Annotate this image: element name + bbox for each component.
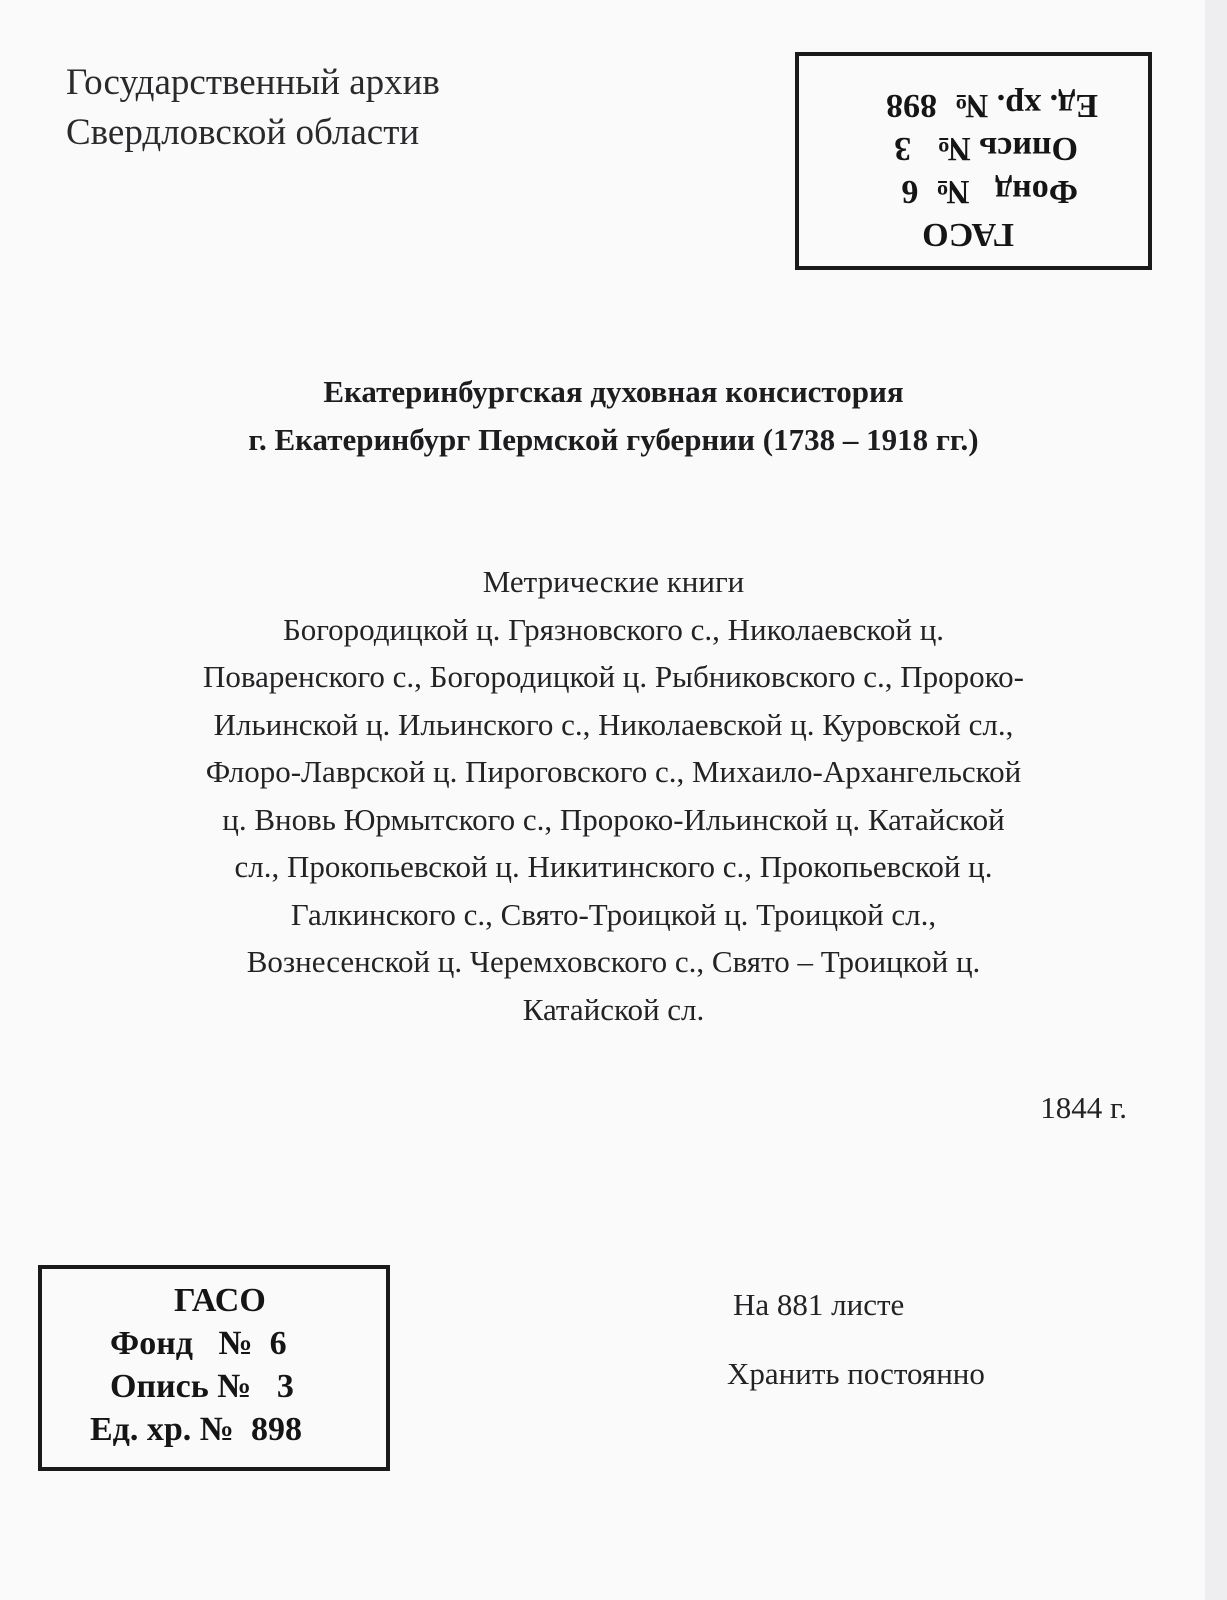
description-line: Вознесенской ц. Черемховского с., Свято – Троицкой ц. [246,944,981,979]
document-year: 1844 г. [1040,1090,1127,1125]
stamp-top-fond: Фонд № 6 [901,173,1078,210]
description-line: ц. Вновь Юрмытского с., Пророко-Ильинской ц. Катайской [222,801,1005,837]
stamp-top-archive: ГАСО [922,216,1014,253]
document-description [0,558,1227,1033]
archive-name-line-2: Свердловской области [66,112,420,153]
stamp-archive: ГАСО [174,1282,266,1319]
description-line: Поваренского с., Богородицкой ц. Рыбниковского с., Пророко- [202,659,1024,694]
description-line: Богородицкой ц. Грязновского с., Николаевской ц. [282,611,945,647]
description-line: сл., Прокопьевской ц. Никитинского с., Прокопьевской ц. [234,849,993,884]
stamp-top-storage-unit: Ед. хр. № 898 [886,87,1098,124]
title-line-2: г. Екатеринбург Пермской губернии (1738 – 1918 гг.) [248,422,979,457]
stamp-top-inventory: Опись № 3 [894,130,1078,167]
storage-term: Хранить постоянно [727,1356,985,1391]
description-line: Флоро-Лаврской ц. Пироговского с., Михаило-Архангельской [205,754,1022,789]
archive-stamp-upside-down [795,52,1152,270]
archive-name-line-1: Государственный архив [66,62,440,103]
description-heading: Метрические книги [482,564,745,599]
archive-stamp [38,1265,390,1471]
title-line-1: Екатеринбургская духовная консистория [323,374,904,409]
description-line: Катайской сл. [522,991,705,1027]
stamp-inventory: Опись № 3 [110,1368,294,1405]
sheet-count: На 881 листе [733,1287,905,1322]
description-line: Ильинской ц. Ильинского с., Николаевской ц. Куровской сл., [213,706,1014,742]
document-title [0,368,1227,464]
stamp-storage-unit: Ед. хр. № 898 [90,1411,302,1448]
stamp-fond: Фонд № 6 [110,1325,287,1362]
description-line: Галкинского с., Свято-Троицкой ц. Троицкой сл., [290,896,937,932]
archive-name [66,58,440,158]
